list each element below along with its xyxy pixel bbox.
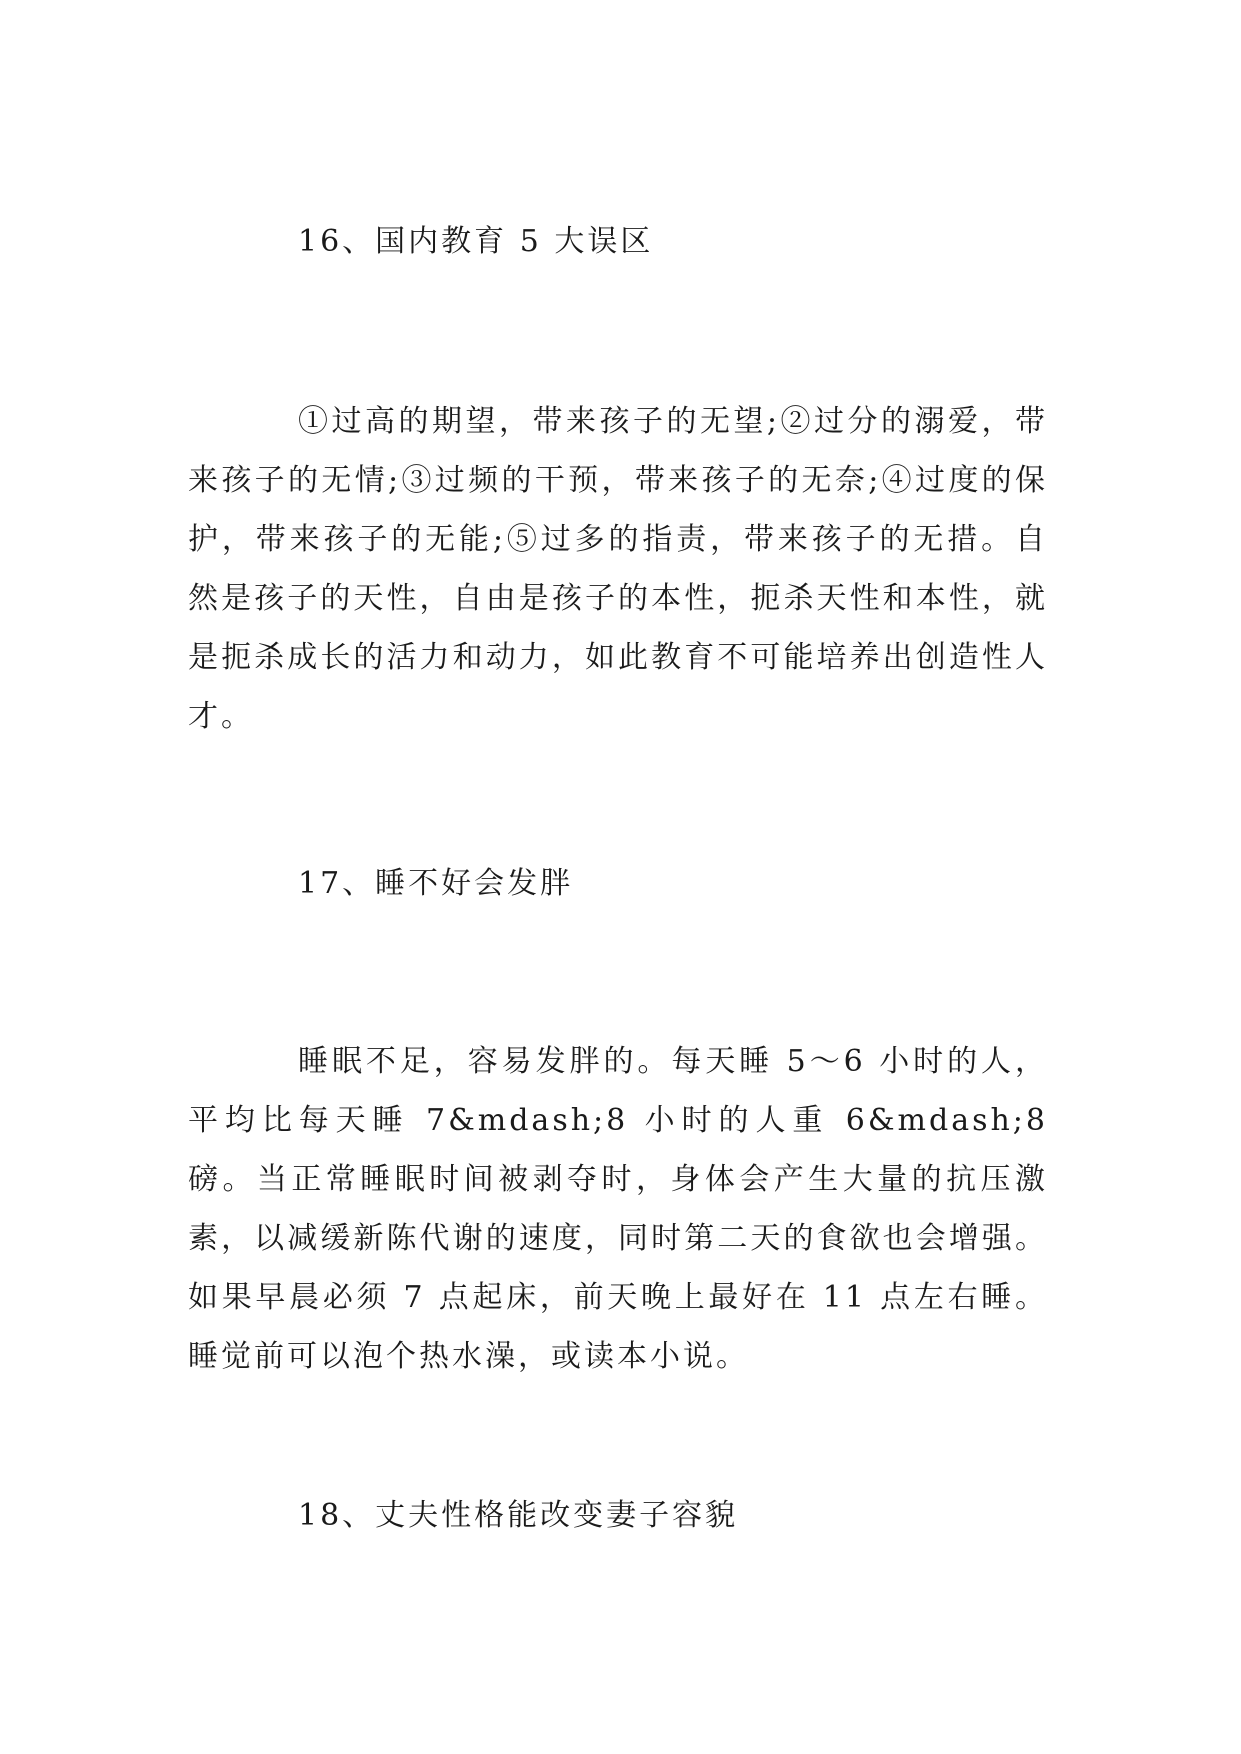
section-heading-18: 18、丈夫性格能改变妻子容貌 <box>298 1498 739 1533</box>
section-heading-17: 17、睡不好会发胖 <box>298 866 574 901</box>
section-body-17: 睡眠不足，容易发胖的。每天睡 5～6 小时的人，平均比每天睡 7&mdash;8 小时的人重 6&mdash;8 磅。当正常睡眠时间被剥夺时，身体会产生大量的抗压激素，以减缓新陈代谢的速度，同时第二天的食欲也会增强。如果早晨必须 7 点起床，前天晚上最好在 11 点左右睡。睡觉前可以泡个热水澡，或读本小说。 <box>188 1044 1048 1374</box>
section-body-16: ①过高的期望，带来孩子的无望;②过分的溺爱，带来孩子的无情;③过频的干预，带来孩子的无奈;④过度的保护，带来孩子的无能;⑤过多的指责，带来孩子的无措。自然是孩子的天性，自由是孩子的本性，扼杀天性和本性，就是扼杀成长的活力和动力，如此教育不可能培养出创造性人才。 <box>188 404 1048 734</box>
section-heading-16: 16、国内教育 5 大误区 <box>298 224 654 259</box>
